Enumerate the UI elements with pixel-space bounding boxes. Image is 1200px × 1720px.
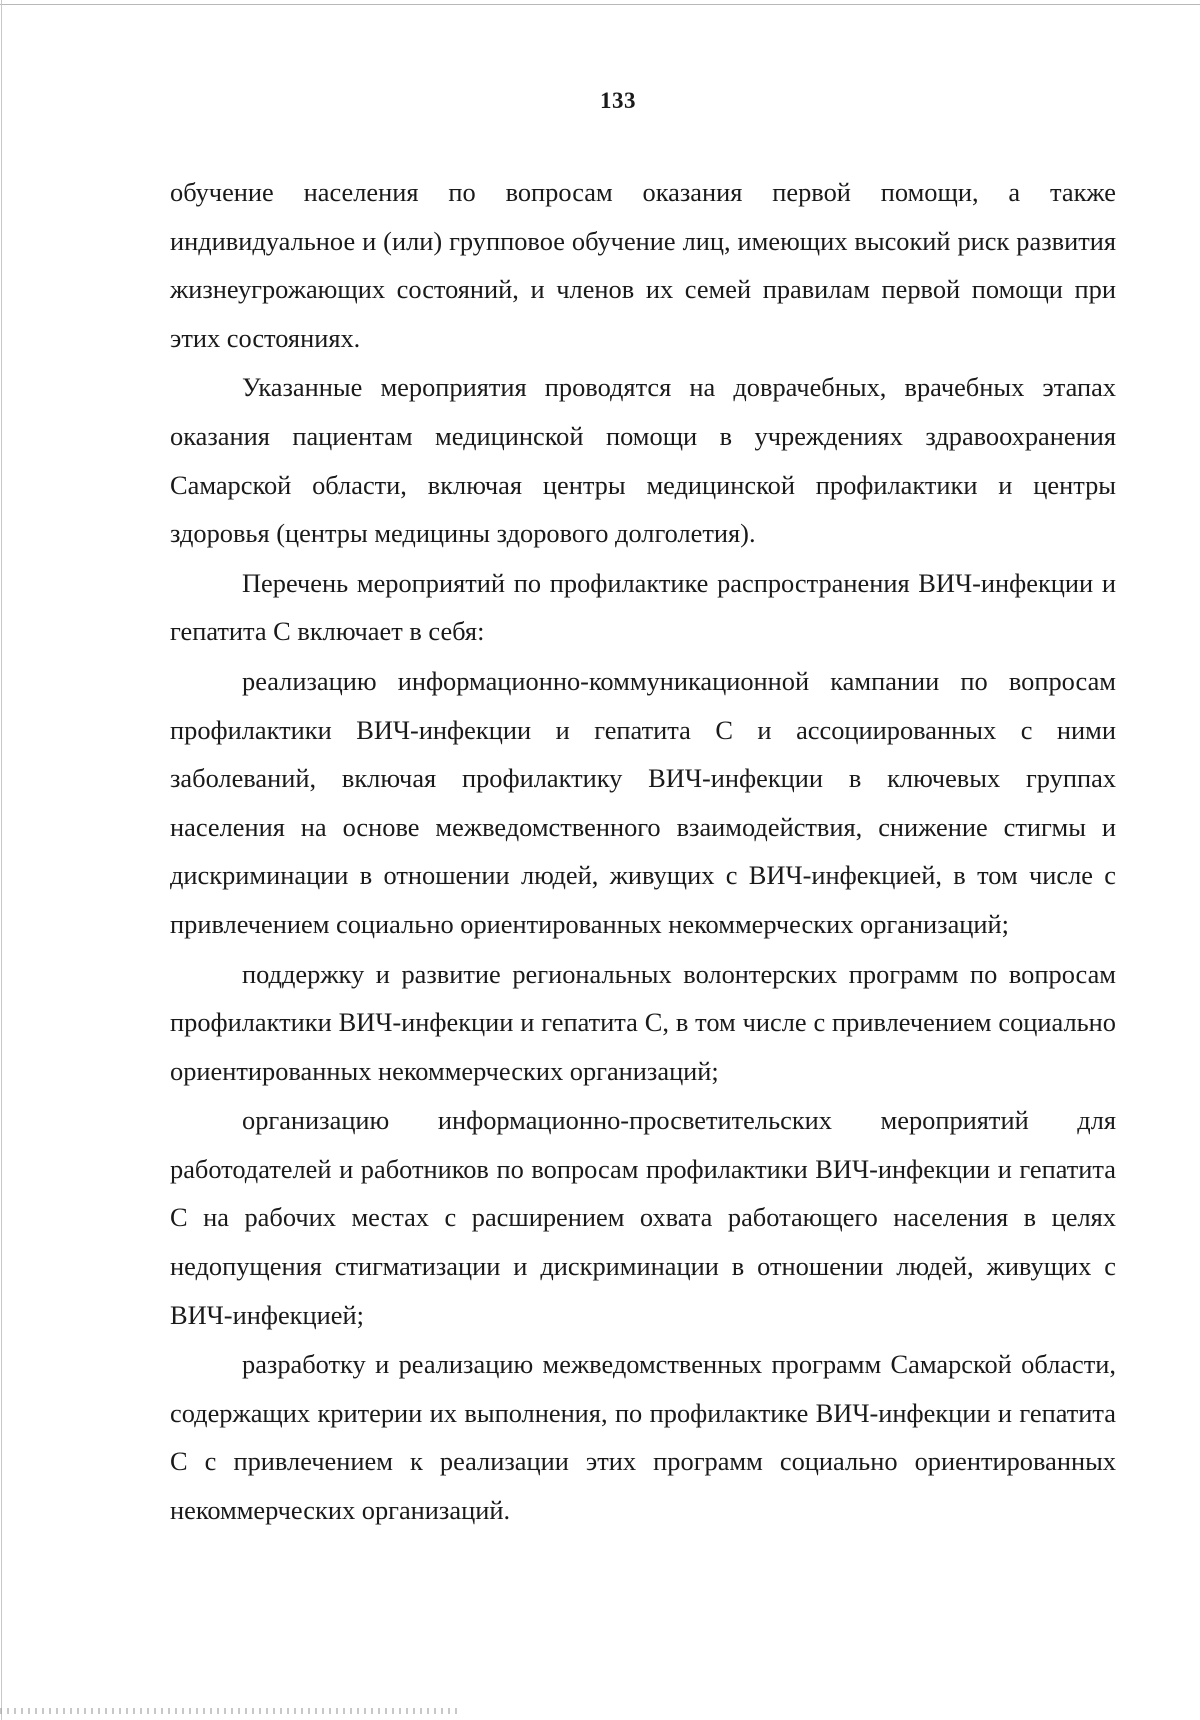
paragraph-info-campaign: реализацию информационно-коммуникационной кампании по вопросам профилактики ВИЧ-инфекции и гепатита С и ассоциированных с ними заболеваний, включая профилактику ВИЧ-инфекции в ключевых группах населения на основе межведомственного взаимодействия, снижение стигмы и дискриминации в отношении людей, живущих с ВИЧ-инфекцией, в том числе с привлечением социально ориентированных некоммерческих организаций; (170, 665, 1116, 939)
paragraph-first-aid-training: обучение населения по вопросам оказания первой помощи, а также индивидуальное и (или) групповое обучение лиц, имеющих высокий риск развития жизнеугрожающих состояний, и членов их семей правилам первой помощи при этих состояниях. (170, 177, 1116, 353)
paragraph-hiv-list-intro: Перечень мероприятий по профилактике распространения ВИЧ-инфекции и гепатита С включает в себя: (170, 567, 1116, 647)
paragraph-workplace-events: организацию информационно-просветительских мероприятий для работодателей и работников по вопросам профилактики ВИЧ-инфекции и гепатита С на рабочих местах с расширением охвата работающего населения в целях недопущения стигматизации и дискриминации в отношении людей, живущих с ВИЧ-инфекцией; (170, 1105, 1116, 1330)
scan-edge-bottom (0, 1708, 460, 1714)
scan-edge-left (1, 0, 2, 1720)
page-number: 133 (600, 88, 636, 113)
scan-edge-top (0, 4, 1200, 5)
paragraph-measures-stages: Указанные мероприятия проводятся на доврачебных, врачебных этапах оказания пациентам медицинской помощи в учреждениях здравоохранения Самарской области, включая центры медицинской профилактики и центры здоровья (центры медицины здорового долголетия). (170, 372, 1116, 549)
paragraph-interagency-programs: разработку и реализацию межведомственных программ Самарской области, содержащих критерии их выполнения, по профилактике ВИЧ-инфекции и гепатита С с привлечением к реализации этих программ социально ориентированных некоммерческих организаций. (170, 1349, 1116, 1526)
document-body (170, 168, 1116, 1536)
paragraph-volunteer-programs: поддержку и развитие региональных волонтерских программ по вопросам профилактики ВИЧ-инфекции и гепатита С, в том числе с привлечением социально ориентированных некоммерческих организаций; (170, 958, 1116, 1086)
